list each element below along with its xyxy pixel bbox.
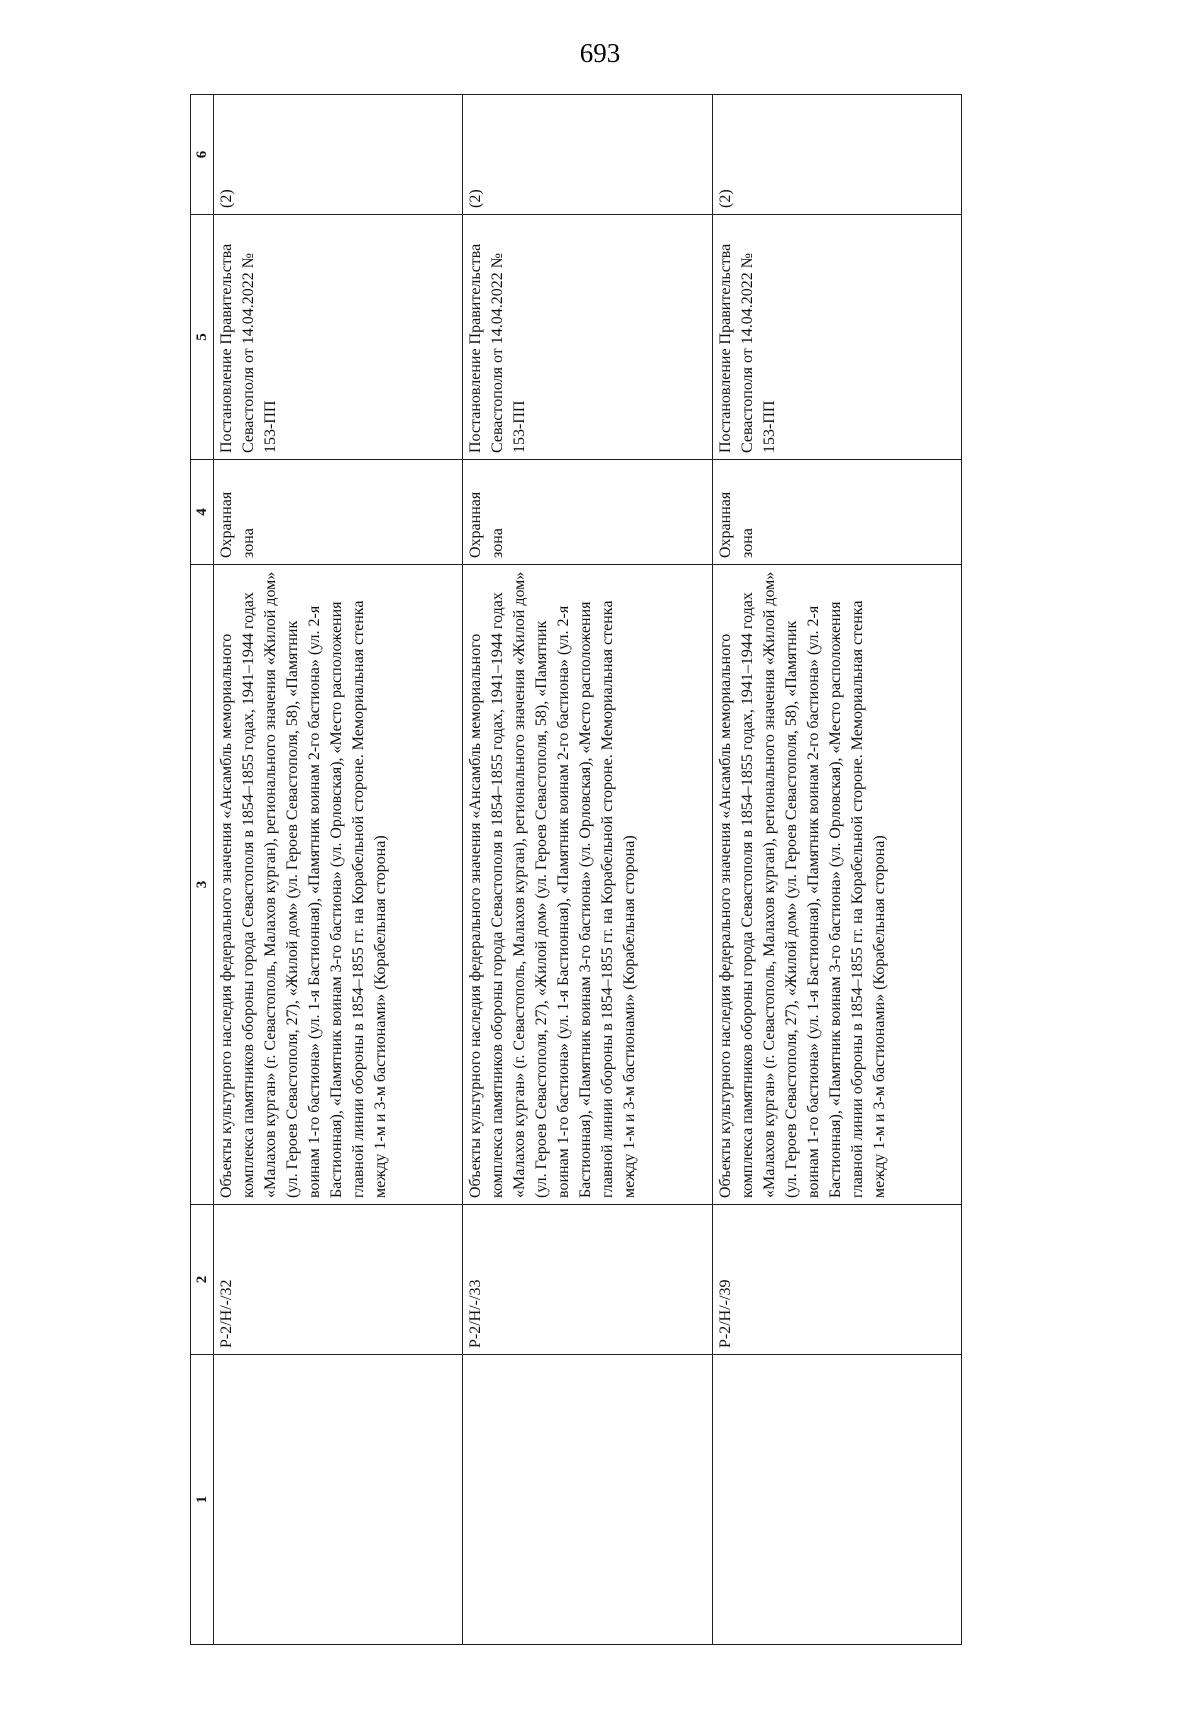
cell-document: Постановление Правительства Севастополя от 14.04.2022 № 153-ПП	[214, 215, 463, 460]
cell-description: Объекты культурного наследия федерального значения «Ансамбль мемориального комплекса памятников обороны города Севастополя в 1854–1855 годах, 1941–1944 годах «Малахов курган» (г. Севастополь, Малахов курган), регионального значения «Жилой дом» (ул. Героев Севастополя, 27), «Жилой дом» (ул. Героев Севастополя, 58), «Памятник воинам 1-го бастиона» (ул. 1-я Бастионная), «Памятник воинам 2-го бастиона» (ул. 2-я Бастионная), «Памятник воинам 3-го бастиона» (ул. Орловская), «Место расположения главной линии обороны в 1854–1855 гг. на Корабельной стороне. Мемориальная стенка между 1-м и 3-м бастионами» (Корабельная сторона)	[214, 565, 463, 1205]
cell-document: Постановление Правительства Севастополя от 14.04.2022 № 153-ПП	[712, 215, 961, 460]
header-col-4: 4	[191, 460, 214, 565]
cell-col1	[214, 1355, 463, 1645]
cell-zone: Охранная зона	[214, 460, 463, 565]
cell-document: Постановление Правительства Севастополя от 14.04.2022 № 153-ПП	[463, 215, 712, 460]
cell-col1	[712, 1355, 961, 1645]
rotated-table-frame	[190, 95, 962, 1645]
cell-description: Объекты культурного наследия федерального значения «Ансамбль мемориального комплекса памятников обороны города Севастополя в 1854–1855 годах, 1941–1944 годах «Малахов курган» (г. Севастополь, Малахов курган), регионального значения «Жилой дом» (ул. Героев Севастополя, 27), «Жилой дом» (ул. Героев Севастополя, 58), «Памятник воинам 1-го бастиона» (ул. 1-я Бастионная), «Памятник воинам 2-го бастиона» (ул. 2-я Бастионная), «Памятник воинам 3-го бастиона» (ул. Орловская), «Место расположения главной линии обороны в 1854–1855 гг. на Корабельной стороне. Мемориальная стенка между 1-м и 3-м бастионами» (Корабельная сторона)	[712, 565, 961, 1205]
heritage-zones-table	[190, 94, 962, 1645]
table-row	[712, 95, 961, 1645]
header-col-1: 1	[191, 1355, 214, 1645]
rotated-table-container	[190, 95, 962, 1645]
table-row	[214, 95, 463, 1645]
header-col-6: 6	[191, 95, 214, 215]
cell-note: (2)	[712, 95, 961, 215]
header-col-5: 5	[191, 215, 214, 460]
cell-zone: Охранная зона	[463, 460, 712, 565]
header-col-2: 2	[191, 1205, 214, 1355]
cell-col1	[463, 1355, 712, 1645]
cell-note: (2)	[463, 95, 712, 215]
cell-code: Р-2/Н/-/39	[712, 1205, 961, 1355]
page-number: 693	[579, 38, 621, 68]
header-row	[191, 95, 214, 1645]
cell-note: (2)	[214, 95, 463, 215]
header-col-3: 3	[191, 565, 214, 1205]
cell-code: Р-2/Н/-/33	[463, 1205, 712, 1355]
cell-description: Объекты культурного наследия федерального значения «Ансамбль мемориального комплекса памятников обороны города Севастополя в 1854–1855 годах, 1941–1944 годах «Малахов курган» (г. Севастополь, Малахов курган), регионального значения «Жилой дом» (ул. Героев Севастополя, 27), «Жилой дом» (ул. Героев Севастополя, 58), «Памятник воинам 1-го бастиона» (ул. 1-я Бастионная), «Памятник воинам 2-го бастиона» (ул. 2-я Бастионная), «Памятник воинам 3-го бастиона» (ул. Орловская), «Место расположения главной линии обороны в 1854–1855 гг. на Корабельной стороне. Мемориальная стенка между 1-м и 3-м бастионами» (Корабельная сторона)	[463, 565, 712, 1205]
cell-code: Р-2/Н/-/32	[214, 1205, 463, 1355]
table-row	[463, 95, 712, 1645]
cell-zone: Охранная зона	[712, 460, 961, 565]
